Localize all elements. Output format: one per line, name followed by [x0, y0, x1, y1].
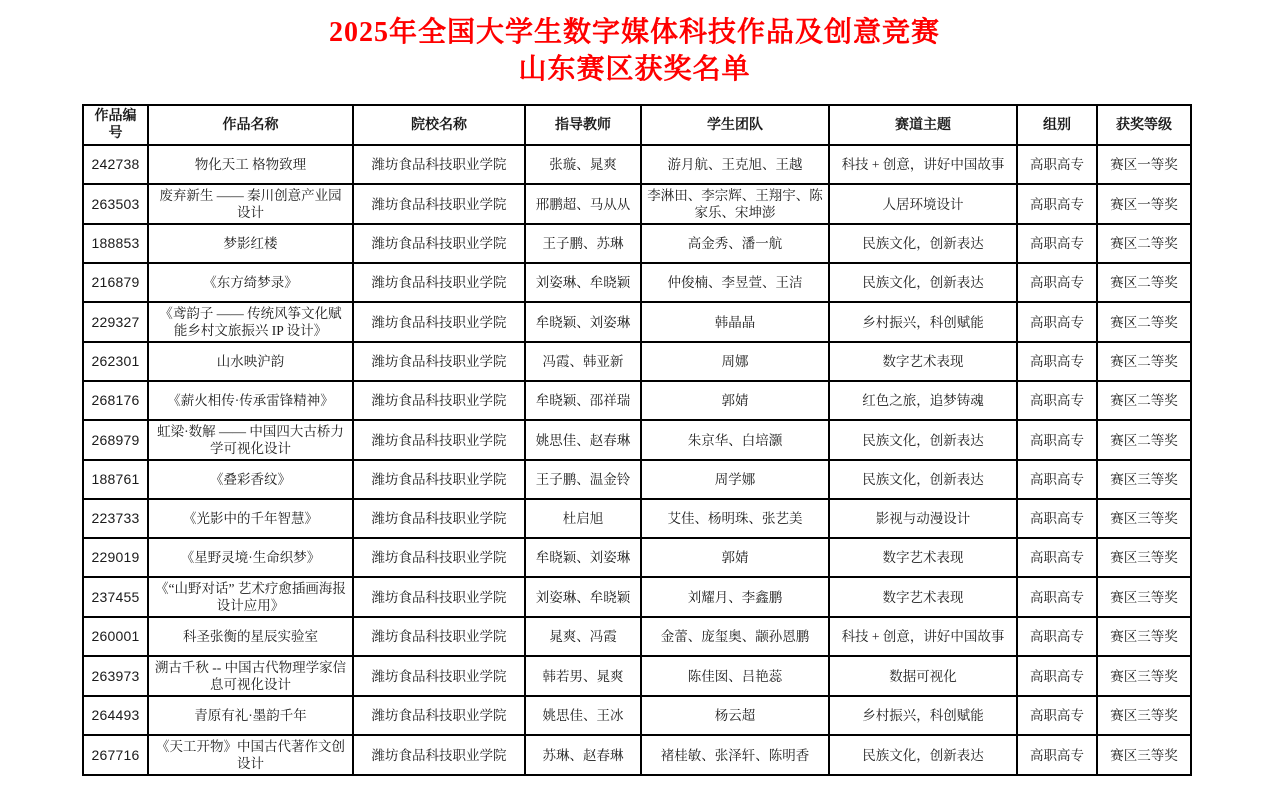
- table-row: [83, 696, 1191, 735]
- cell-award: 赛区二等奖: [1097, 342, 1191, 381]
- cell-school: 潍坊食品科技职业学院: [353, 460, 525, 499]
- header-students: 学生团队: [641, 105, 829, 145]
- cell-teachers: 姚思佳、赵春琳: [525, 420, 641, 460]
- cell-award: 赛区二等奖: [1097, 224, 1191, 263]
- table-row: [83, 617, 1191, 656]
- cell-group: 高职高专: [1017, 381, 1097, 420]
- page-title-line2: 山东赛区获奖名单: [518, 54, 751, 85]
- cell-award: 赛区三等奖: [1097, 617, 1191, 656]
- table-row: [83, 145, 1191, 184]
- table-row: [83, 184, 1191, 224]
- table-row: [83, 224, 1191, 263]
- cell-work-title: 废弃新生 —— 秦川创意产业园设计: [148, 184, 353, 224]
- cell-work-title: 科圣张衡的星辰实验室: [148, 617, 353, 656]
- cell-work-id: 260001: [83, 617, 148, 656]
- cell-teachers: 晁爽、冯霞: [525, 617, 641, 656]
- cell-award: 赛区三等奖: [1097, 577, 1191, 617]
- cell-work-title: 《天工开物》中国古代著作文创设计: [148, 735, 353, 775]
- table-row: [83, 656, 1191, 696]
- cell-group: 高职高专: [1017, 499, 1097, 538]
- cell-award: 赛区二等奖: [1097, 381, 1191, 420]
- cell-award: 赛区三等奖: [1097, 656, 1191, 696]
- cell-students: 郭婧: [641, 381, 829, 420]
- cell-group: 高职高专: [1017, 184, 1097, 224]
- cell-school: 潍坊食品科技职业学院: [353, 342, 525, 381]
- cell-group: 高职高专: [1017, 302, 1097, 342]
- cell-track-theme: 数字艺术表现: [829, 538, 1017, 577]
- cell-work-id: 223733: [83, 499, 148, 538]
- cell-work-title: 《鸢韵子 —— 传统风筝文化赋能乡村文旅振兴 IP 设计》: [148, 302, 353, 342]
- cell-track-theme: 民族文化，创新表达: [829, 735, 1017, 775]
- cell-school: 潍坊食品科技职业学院: [353, 263, 525, 302]
- cell-teachers: 邢鹏超、马从从: [525, 184, 641, 224]
- cell-track-theme: 数字艺术表现: [829, 577, 1017, 617]
- header-group: 组别: [1017, 105, 1097, 145]
- cell-work-title: 物化天工 格物致理: [148, 145, 353, 184]
- cell-work-title: 虹梁·数解 —— 中国四大古桥力学可视化设计: [148, 420, 353, 460]
- cell-teachers: 牟晓颖、刘姿琳: [525, 538, 641, 577]
- cell-teachers: 牟晓颖、刘姿琳: [525, 302, 641, 342]
- table-header-row: [83, 105, 1191, 145]
- cell-track-theme: 民族文化，创新表达: [829, 263, 1017, 302]
- cell-teachers: 苏琳、赵春琳: [525, 735, 641, 775]
- cell-track-theme: 影视与动漫设计: [829, 499, 1017, 538]
- cell-work-id: 267716: [83, 735, 148, 775]
- cell-work-id: 188853: [83, 224, 148, 263]
- cell-work-title: 《星野灵境·生命织梦》: [148, 538, 353, 577]
- cell-work-title: 《薪火相传·传承雷锋精神》: [148, 381, 353, 420]
- cell-track-theme: 人居环境设计: [829, 184, 1017, 224]
- cell-work-id: 229327: [83, 302, 148, 342]
- header-work-title: 作品名称: [148, 105, 353, 145]
- cell-work-id: 268979: [83, 420, 148, 460]
- cell-group: 高职高专: [1017, 460, 1097, 499]
- cell-group: 高职高专: [1017, 617, 1097, 656]
- header-work-id: 作品编号: [83, 105, 148, 145]
- cell-teachers: 王子鹏、苏琳: [525, 224, 641, 263]
- cell-school: 潍坊食品科技职业学院: [353, 381, 525, 420]
- cell-students: 李淋田、李宗辉、王翔宇、陈家乐、宋坤澎: [641, 184, 829, 224]
- cell-work-id: 229019: [83, 538, 148, 577]
- cell-students: 高金秀、潘一航: [641, 224, 829, 263]
- cell-track-theme: 科技 + 创意，讲好中国故事: [829, 617, 1017, 656]
- cell-school: 潍坊食品科技职业学院: [353, 735, 525, 775]
- cell-track-theme: 民族文化，创新表达: [829, 420, 1017, 460]
- table-row: [83, 460, 1191, 499]
- cell-school: 潍坊食品科技职业学院: [353, 617, 525, 656]
- cell-students: 刘耀月、李鑫鹏: [641, 577, 829, 617]
- table-body: [83, 145, 1191, 775]
- cell-teachers: 姚思佳、王冰: [525, 696, 641, 735]
- cell-group: 高职高专: [1017, 735, 1097, 775]
- cell-group: 高职高专: [1017, 342, 1097, 381]
- cell-work-id: 242738: [83, 145, 148, 184]
- cell-school: 潍坊食品科技职业学院: [353, 577, 525, 617]
- cell-track-theme: 数据可视化: [829, 656, 1017, 696]
- cell-work-title: 《东方绮梦录》: [148, 263, 353, 302]
- cell-group: 高职高专: [1017, 656, 1097, 696]
- table-row: [83, 342, 1191, 381]
- cell-track-theme: 乡村振兴，科创赋能: [829, 302, 1017, 342]
- cell-students: 游月航、王克旭、王越: [641, 145, 829, 184]
- cell-award: 赛区三等奖: [1097, 460, 1191, 499]
- cell-work-title: 《光影中的千年智慧》: [148, 499, 353, 538]
- table-row: [83, 263, 1191, 302]
- cell-work-title: 青原有礼·墨韵千年: [148, 696, 353, 735]
- cell-group: 高职高专: [1017, 420, 1097, 460]
- cell-work-title: 《“山野对话” 艺术疗愈插画海报设计应用》: [148, 577, 353, 617]
- cell-award: 赛区二等奖: [1097, 420, 1191, 460]
- cell-work-id: 262301: [83, 342, 148, 381]
- cell-school: 潍坊食品科技职业学院: [353, 302, 525, 342]
- cell-school: 潍坊食品科技职业学院: [353, 499, 525, 538]
- cell-group: 高职高专: [1017, 696, 1097, 735]
- cell-students: 陈佳囡、吕艳蕊: [641, 656, 829, 696]
- cell-work-id: 264493: [83, 696, 148, 735]
- table-row: [83, 577, 1191, 617]
- cell-teachers: 杜启旭: [525, 499, 641, 538]
- cell-work-title: 溯古千秋 -- 中国古代物理学家信息可视化设计: [148, 656, 353, 696]
- cell-work-id: 263503: [83, 184, 148, 224]
- table-row: [83, 499, 1191, 538]
- header-track-theme: 赛道主题: [829, 105, 1017, 145]
- cell-teachers: 刘姿琳、牟晓颖: [525, 263, 641, 302]
- cell-teachers: 刘姿琳、牟晓颖: [525, 577, 641, 617]
- cell-track-theme: 数字艺术表现: [829, 342, 1017, 381]
- cell-teachers: 牟晓颖、邵祥瑞: [525, 381, 641, 420]
- cell-students: 朱京华、白培灏: [641, 420, 829, 460]
- cell-group: 高职高专: [1017, 263, 1097, 302]
- cell-students: 周学娜: [641, 460, 829, 499]
- cell-school: 潍坊食品科技职业学院: [353, 420, 525, 460]
- cell-track-theme: 乡村振兴，科创赋能: [829, 696, 1017, 735]
- header-award: 获奖等级: [1097, 105, 1191, 145]
- cell-work-id: 188761: [83, 460, 148, 499]
- award-table: [82, 104, 1192, 776]
- cell-track-theme: 红色之旅，追梦铸魂: [829, 381, 1017, 420]
- cell-work-id: 216879: [83, 263, 148, 302]
- cell-group: 高职高专: [1017, 577, 1097, 617]
- cell-group: 高职高专: [1017, 145, 1097, 184]
- table-row: [83, 302, 1191, 342]
- table-row: [83, 735, 1191, 775]
- cell-students: 韩晶晶: [641, 302, 829, 342]
- cell-school: 潍坊食品科技职业学院: [353, 184, 525, 224]
- cell-students: 仲俊楠、李昱萱、王洁: [641, 263, 829, 302]
- cell-students: 金蕾、庞玺奥、颛孙恩鹏: [641, 617, 829, 656]
- cell-award: 赛区三等奖: [1097, 735, 1191, 775]
- page-title-line1: 2025年全国大学生数字媒体科技作品及创意竞赛: [328, 17, 940, 48]
- header-teachers: 指导教师: [525, 105, 641, 145]
- cell-teachers: 张璇、晁爽: [525, 145, 641, 184]
- table-row: [83, 538, 1191, 577]
- cell-work-title: 梦影红楼: [148, 224, 353, 263]
- cell-school: 潍坊食品科技职业学院: [353, 538, 525, 577]
- cell-work-id: 263973: [83, 656, 148, 696]
- cell-teachers: 冯霞、韩亚新: [525, 342, 641, 381]
- cell-track-theme: 民族文化，创新表达: [829, 460, 1017, 499]
- cell-school: 潍坊食品科技职业学院: [353, 696, 525, 735]
- cell-school: 潍坊食品科技职业学院: [353, 656, 525, 696]
- cell-teachers: 王子鹏、温金铃: [525, 460, 641, 499]
- cell-award: 赛区一等奖: [1097, 184, 1191, 224]
- cell-work-title: 《叠彩香纹》: [148, 460, 353, 499]
- cell-school: 潍坊食品科技职业学院: [353, 224, 525, 263]
- cell-school: 潍坊食品科技职业学院: [353, 145, 525, 184]
- cell-work-id: 237455: [83, 577, 148, 617]
- cell-award: 赛区三等奖: [1097, 538, 1191, 577]
- cell-award: 赛区一等奖: [1097, 145, 1191, 184]
- header-school: 院校名称: [353, 105, 525, 145]
- cell-track-theme: 民族文化，创新表达: [829, 224, 1017, 263]
- cell-award: 赛区三等奖: [1097, 499, 1191, 538]
- cell-award: 赛区二等奖: [1097, 263, 1191, 302]
- cell-track-theme: 科技 + 创意，讲好中国故事: [829, 145, 1017, 184]
- cell-group: 高职高专: [1017, 538, 1097, 577]
- cell-students: 郭婧: [641, 538, 829, 577]
- cell-award: 赛区三等奖: [1097, 696, 1191, 735]
- table-row: [83, 381, 1191, 420]
- cell-award: 赛区二等奖: [1097, 302, 1191, 342]
- cell-group: 高职高专: [1017, 224, 1097, 263]
- cell-students: 杨云超: [641, 696, 829, 735]
- cell-students: 褚桂敏、张泽轩、陈明香: [641, 735, 829, 775]
- cell-teachers: 韩若男、晁爽: [525, 656, 641, 696]
- cell-work-title: 山水映沪韵: [148, 342, 353, 381]
- cell-students: 周娜: [641, 342, 829, 381]
- table-row: [83, 420, 1191, 460]
- page-title: [0, 0, 1269, 88]
- cell-work-id: 268176: [83, 381, 148, 420]
- cell-students: 艾佳、杨明珠、张艺美: [641, 499, 829, 538]
